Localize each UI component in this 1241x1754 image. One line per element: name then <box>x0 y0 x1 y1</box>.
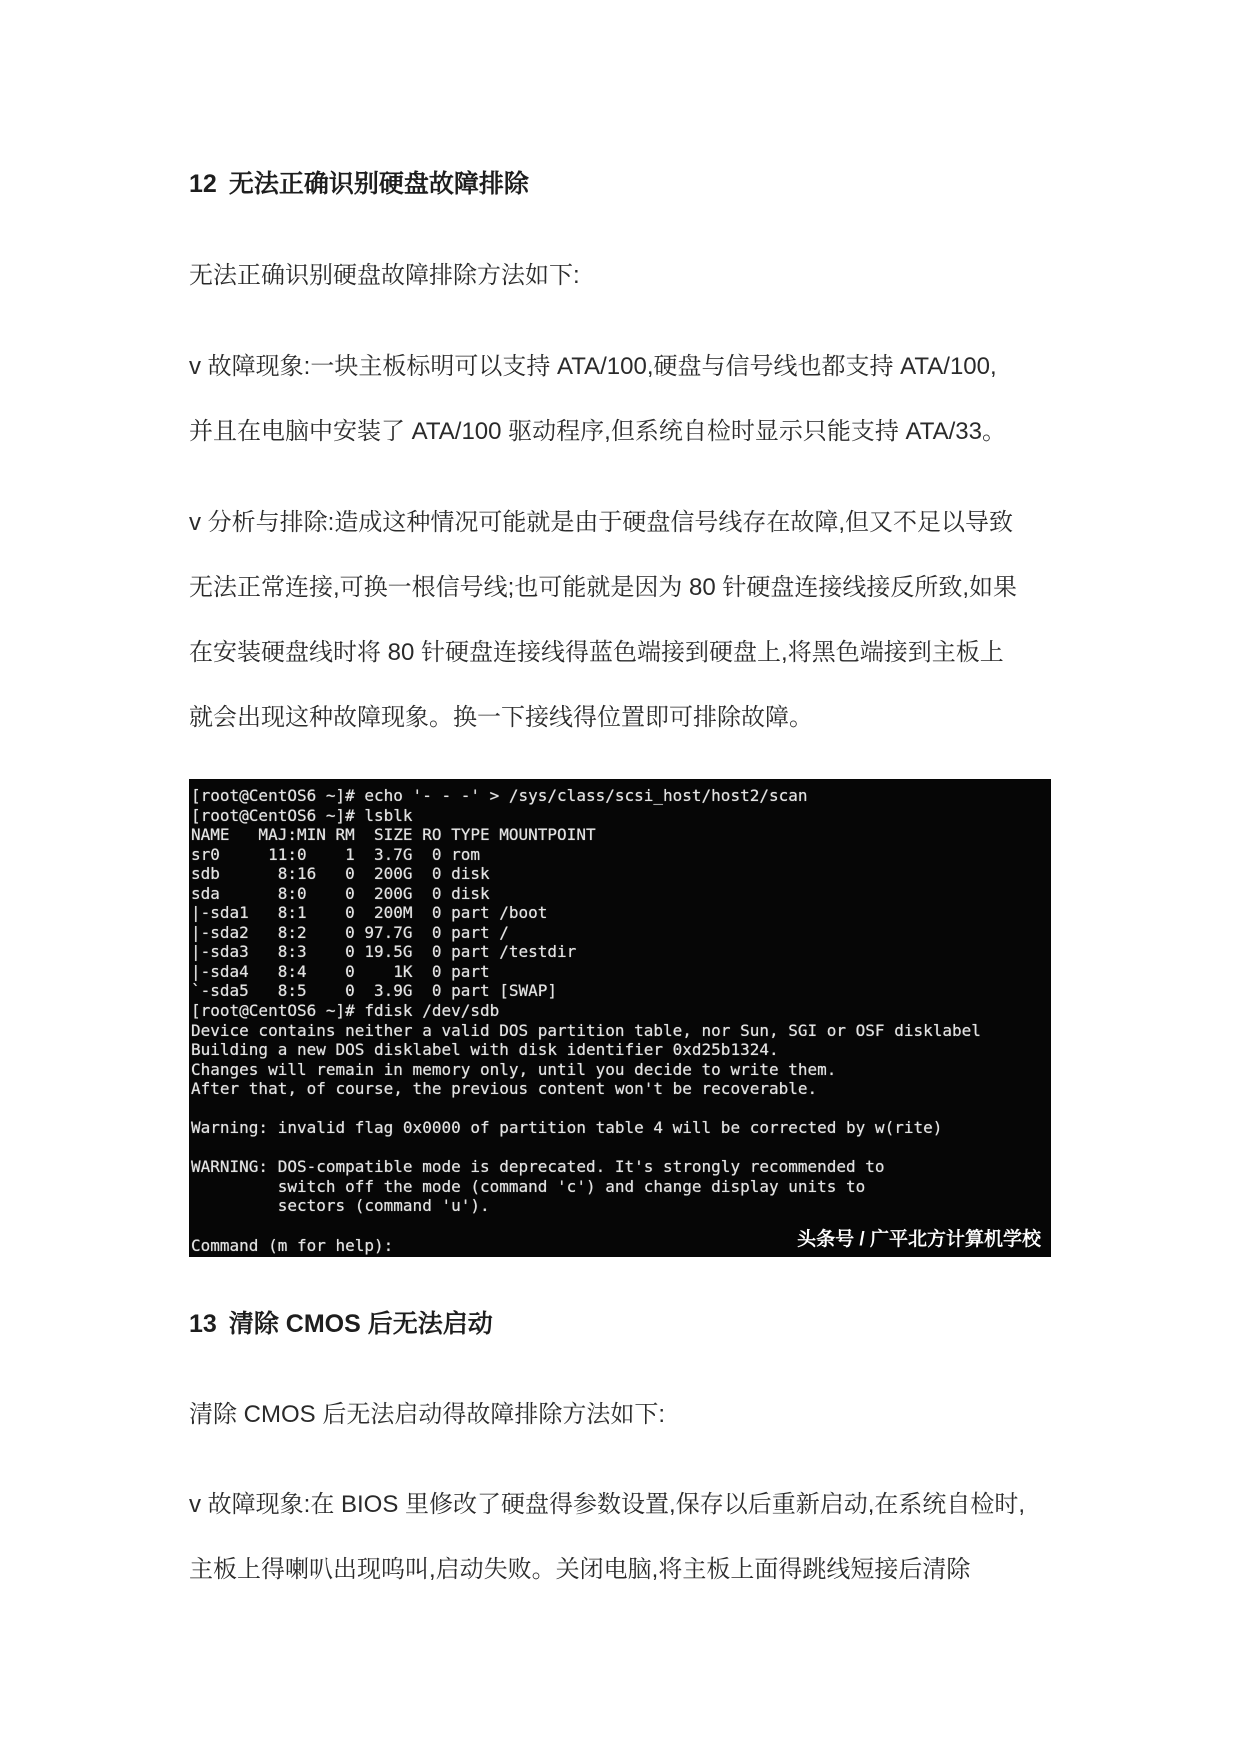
terminal-line: WARNING: DOS-compatible mode is deprecated. It's strongly recommended to <box>191 1157 885 1177</box>
terminal-line: sectors (command 'u'). <box>191 1196 490 1216</box>
paragraph-line: 无法正常连接,可换一根信号线;也可能就是因为 80 针硬盘连接线接反所致,如果 <box>189 574 1018 601</box>
terminal-line: [root@CentOS6 ~]# lsblk <box>191 805 413 825</box>
terminal-line: |-sda1 8:1 0 200M 0 part /boot <box>191 903 548 923</box>
terminal-line: Building a new DOS disklabel with disk identifier 0xd25b1324. <box>191 1040 779 1060</box>
section-number: 13 <box>189 1310 217 1338</box>
paragraph-line: 在安装硬盘线时将 80 针硬盘连接线得蓝色端接到硬盘上,将黑色端接到主板上 <box>189 639 1004 666</box>
terminal-line: Command (m for help): <box>191 1235 403 1255</box>
terminal-line: |-sda4 8:4 0 1K 0 part <box>191 961 490 981</box>
terminal-screenshot <box>189 779 1051 1257</box>
terminal-line: Warning: invalid flag 0x0000 of partition table 4 will be corrected by w(rite) <box>191 1118 943 1138</box>
paragraph-line: v 故障现象:一块主板标明可以支持 ATA/100,硬盘与信号线也都支持 ATA/100, <box>189 353 997 380</box>
terminal-line: |-sda3 8:3 0 19.5G 0 part /testdir <box>191 942 577 962</box>
paragraph-line: v 故障现象:在 BIOS 里修改了硬盘得参数设置,保存以后重新启动,在系统自检时, <box>189 1491 1026 1518</box>
terminal-line: [root@CentOS6 ~]# echo '- - -' > /sys/class/scsi_host/host2/scan <box>191 786 808 805</box>
section-13-intro-paragraph <box>189 1382 1241 1447</box>
paragraph-line: 无法正确识别硬盘故障排除方法如下: <box>189 262 580 289</box>
watermark: 头条号 / 广平北方计算机学校 <box>797 1229 1041 1250</box>
paragraph-line: 主板上得喇叭出现呜叫,启动失败。关闭电脑,将主板上面得跳线短接后清除 <box>189 1556 971 1583</box>
terminal-line: sr0 11:0 1 3.7G 0 rom <box>191 844 480 864</box>
section-12-heading <box>189 152 1241 217</box>
terminal-line: switch off the mode (command 'c') and change display units to <box>191 1176 866 1196</box>
section-number: 12 <box>189 170 217 198</box>
section-13-heading <box>189 1292 1241 1357</box>
paragraph-line: v 分析与排除:造成这种情况可能就是由于硬盘信号线存在故障,但又不足以导致 <box>189 509 1014 536</box>
terminal-line: NAME MAJ:MIN RM SIZE RO TYPE MOUNTPOINT <box>191 825 596 845</box>
paragraph-line: 并且在电脑中安装了 ATA/100 驱动程序,但系统自检时显示只能支持 ATA/33。 <box>189 418 1006 445</box>
section-12-intro-paragraph <box>189 243 1241 308</box>
terminal-line <box>191 1099 1051 1119</box>
section-title: 无法正确识别硬盘故障排除 <box>228 170 529 198</box>
section-12-analysis-paragraph <box>189 490 1241 750</box>
paragraph-line: 清除 CMOS 后无法启动得故障排除方法如下: <box>189 1401 666 1428</box>
terminal-line <box>191 1138 1051 1158</box>
terminal-line: After that, of course, the previous content won't be recoverable. <box>191 1079 818 1099</box>
terminal-line: |-sda2 8:2 0 97.7G 0 part / <box>191 922 509 942</box>
terminal-line: sdb 8:16 0 200G 0 disk <box>191 864 490 884</box>
paragraph-line: 就会出现这种故障现象。换一下接线得位置即可排除故障。 <box>189 704 813 731</box>
terminal-line: [root@CentOS6 ~]# fdisk /dev/sdb <box>191 1001 500 1021</box>
section-title: 清除 CMOS 后无法启动 <box>228 1310 493 1338</box>
terminal-line: sda 8:0 0 200G 0 disk <box>191 883 490 903</box>
section-12-symptom-paragraph <box>189 334 1241 464</box>
terminal-line: `-sda5 8:5 0 3.9G 0 part [SWAP] <box>191 981 558 1001</box>
terminal-line: Changes will remain in memory only, until you decide to write them. <box>191 1059 837 1079</box>
terminal-line: Device contains neither a valid DOS partition table, nor Sun, SGI or OSF disklabel <box>191 1020 981 1040</box>
section-13-symptom-paragraph <box>189 1472 1241 1602</box>
